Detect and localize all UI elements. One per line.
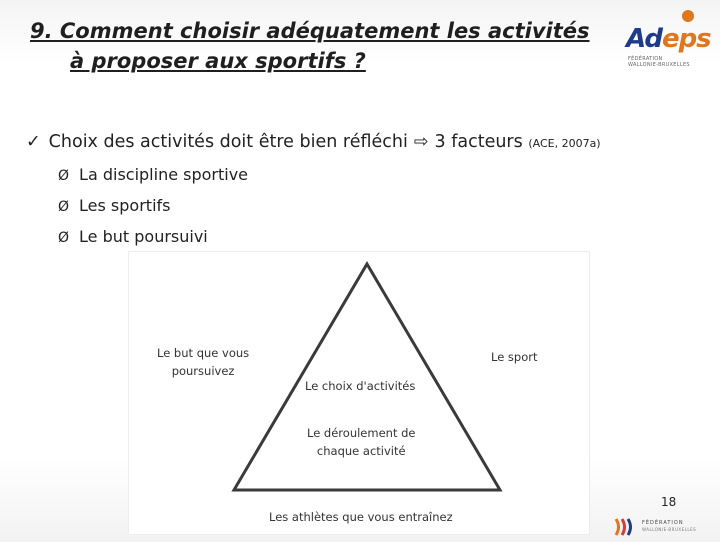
list-item bbox=[58, 160, 248, 191]
adeps-logo bbox=[620, 22, 711, 72]
arrow-bullet-icon: Ø bbox=[58, 199, 70, 215]
list-item-label: La discipline sportive bbox=[79, 165, 249, 184]
logo-subtitle-1: FÉDÉRATION bbox=[628, 56, 663, 62]
logo-subtitle-2: WALLONIE-BRUXELLES bbox=[628, 62, 690, 68]
main-bullet-text: Choix des activités doit être bien réfléchi bbox=[48, 132, 408, 152]
logo-dot-icon bbox=[682, 10, 694, 22]
label-athletes: Les athlètes que vous entraînez bbox=[269, 510, 453, 524]
list-item bbox=[58, 222, 248, 253]
label-activity-choice: Le choix d'activités bbox=[305, 379, 416, 393]
right-arrow-icon: ⇨ bbox=[413, 132, 429, 152]
label-goal: Le but que vous poursuivez bbox=[157, 346, 250, 378]
label-sport: Le sport bbox=[491, 350, 538, 364]
federation-text-2: WALLONIE-BRUXELLES bbox=[642, 527, 697, 532]
sub-bullet-list bbox=[58, 160, 248, 253]
logo-text-orange: eps bbox=[661, 24, 711, 54]
list-item-label: Le but poursuivi bbox=[79, 227, 208, 246]
triangle-diagram bbox=[128, 251, 590, 535]
arrow-bullet-icon: Ø bbox=[58, 168, 70, 184]
page-number: 18 bbox=[661, 495, 677, 509]
logo-wordmark bbox=[626, 24, 711, 54]
main-bullet bbox=[26, 132, 601, 152]
logo-text-blue: Ad bbox=[626, 24, 662, 54]
list-item bbox=[58, 191, 248, 222]
federation-emblem-icon bbox=[612, 516, 638, 538]
label-activity-flow: Le déroulement de chaque activité bbox=[307, 426, 416, 458]
check-icon: ✓ bbox=[26, 132, 41, 152]
main-bullet-reference: (ACE, 2007a) bbox=[528, 137, 601, 150]
arrow-bullet-icon: Ø bbox=[58, 230, 70, 246]
federation-logo bbox=[612, 516, 712, 538]
federation-text-1: FÉDÉRATION bbox=[642, 520, 684, 526]
slide-title bbox=[30, 16, 590, 76]
main-bullet-suffix: 3 facteurs bbox=[434, 132, 523, 152]
slide-title-line1: 9. Comment choisir adéquatement les activités bbox=[30, 19, 590, 43]
list-item-label: Les sportifs bbox=[79, 196, 171, 215]
slide-title-line2: à proposer aux sportifs ? bbox=[70, 49, 366, 73]
